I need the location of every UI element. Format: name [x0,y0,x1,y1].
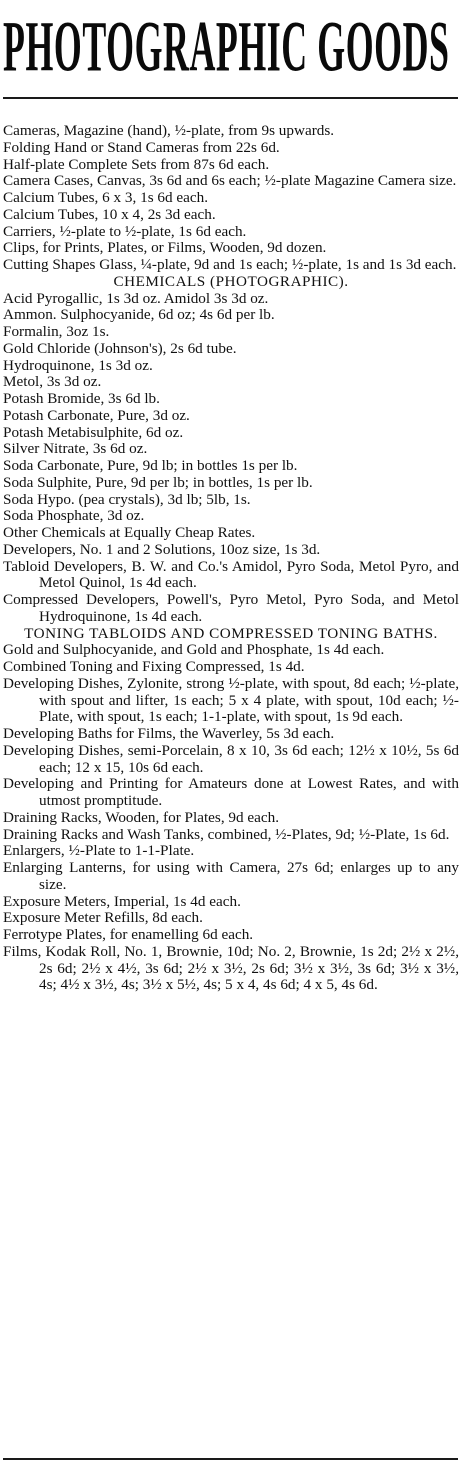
list-item: Draining Racks and Wash Tanks, combined, ½-Plates, 9d; ½-Plate, 1s 6d. [3,825,450,843]
section-heading: TONING TABLOIDS AND COMPRESSED TONING BATHS. [24,624,438,642]
list-item: Hydroquinone, 1s 3d oz. [3,356,153,374]
list-item: Gold Chloride (Johnson's), 2s 6d tube. [3,339,237,357]
list-item: Enlargers, ½-Plate to 1-1-Plate. [3,842,195,860]
list-item: Metol, 3s 3d oz. [3,373,102,391]
list-item: Ferrotype Plates, for enamelling 6d each. [3,926,254,943]
list-item: Exposure Meters, Imperial, 1s 4d each. [3,892,241,910]
list-item: Acid Pyrogallic, 1s 3d oz. Amidol 3s 3d oz. [3,289,269,307]
list-item: Silver Nitrate, 3s 6d oz. [3,440,148,458]
bottom-rule [3,1458,458,1460]
list-item: Ammon. Sulphocyanide, 6d oz; 4s 6d per lb. [3,306,275,324]
list-item: Draining Racks, Wooden, for Plates, 9d each. [3,808,280,826]
list-item: Compressed Developers, Powell's, Pyro Metol, Pyro Soda, and Metol Hydroquinone, 1s 4d each. [3,591,459,625]
list-item: Folding Hand or Stand Cameras from 22s 6d. [3,138,280,156]
list-item: Combined Toning and Fixing Compressed, 1s 4d. [3,658,305,675]
list-item: Cutting Shapes Glass, ¼-plate, 9d and 1s each; ½-plate, 1s and 1s 3d each. [3,256,457,273]
list-item: Exposure Meter Refills, 8d each. [3,909,203,927]
headline: PHOTOGRAPHIC GOODS [3,6,450,86]
list-item: Formalin, 3oz 1s. [3,323,110,340]
list-item: Soda Sulphite, Pure, 9d per lb; in bottles, 1s per lb. [3,473,313,491]
list-item: Calcium Tubes, 10 x 4, 2s 3d each. [3,205,216,223]
section-heading: CHEMICALS (PHOTOGRAPHIC). [113,272,349,290]
list-item: Calcium Tubes, 6 x 3, 1s 6d each. [3,189,209,206]
list-item: Potash Bromide, 3s 6d lb. [3,390,160,407]
list-item: Soda Hypo. (pea crystals), 3d lb; 5lb, 1s. [3,490,251,508]
list-item: Developing Dishes, semi-Porcelain, 8 x 10, 3s 6d each; 12½ x 10½, 5s 6d each; 12 x 15, 10s 6d each. [3,741,459,776]
list-item: Potash Carbonate, Pure, 3d oz. [3,406,190,424]
list-item: Other Chemicals at Equally Cheap Rates. [3,524,256,541]
list-item: Half-plate Complete Sets from 87s 6d each. [3,155,270,173]
list-item: Cameras, Magazine (hand), ½-plate, from 9s upwards. [3,122,335,139]
list-item: Enlarging Lanterns, for using with Camera, 27s 6d; enlarges up to any size. [3,859,459,893]
list-item: Developing and Printing for Amateurs done at Lowest Rates, and with utmost promptitude. [3,775,459,809]
list-item: Carriers, ½-plate to ½-plate, 1s 6d each. [3,222,247,240]
list-item: Camera Cases, Canvas, 3s 6d and 6s each; ½-plate Magazine Camera size. [3,172,457,190]
list-item: Gold and Sulphocyanide, and Gold and Phosphate, 1s 4d each. [3,641,385,659]
list-item: Potash Metabisulphite, 6d oz. [3,423,184,441]
price-listing [3,123,459,994]
list-item: Developers, No. 1 and 2 Solutions, 10oz size, 1s 3d. [3,540,321,558]
top-rule [3,97,458,99]
list-item: Films, Kodak Roll, No. 1, Brownie, 10d; No. 2, Brownie, 1s 2d; 2½ x 2½, 2s 6d; 2½ x 4½, 3s 6d; 2½ x 3½, 2s 6d; 3½ x 3½, 3s 6d; 3½ x 3½, 4s; 4½ x 3½, 4s; 3½ x 5½, 4s; 5 x 4, 4s 6d; 4 x 5, 4s 6d. [3,942,459,994]
list-item: Tabloid Developers, B. W. and Co.'s Amidol, Pyro Soda, Metol Pyro, and Metol Quinol, 1s 4d each. [3,557,459,592]
list-item: Soda Carbonate, Pure, 9d lb; in bottles 1s per lb. [3,457,298,474]
list-item: Developing Baths for Films, the Waverley, 5s 3d each. [3,725,335,742]
list-item: Developing Dishes, Zylonite, strong ½-plate, with spout, 8d each; ½-plate, with spout and lifter, 1s each; 5 x 4 plate, with spout, 10d each; ½-Plate, with spout, 1s each; 1-1-plate, with spout, 1s 9d each. [3,674,459,726]
list-item: Clips, for Prints, Plates, or Films, Wooden, 9d dozen. [3,239,327,257]
list-item: Soda Phosphate, 3d oz. [3,507,145,525]
